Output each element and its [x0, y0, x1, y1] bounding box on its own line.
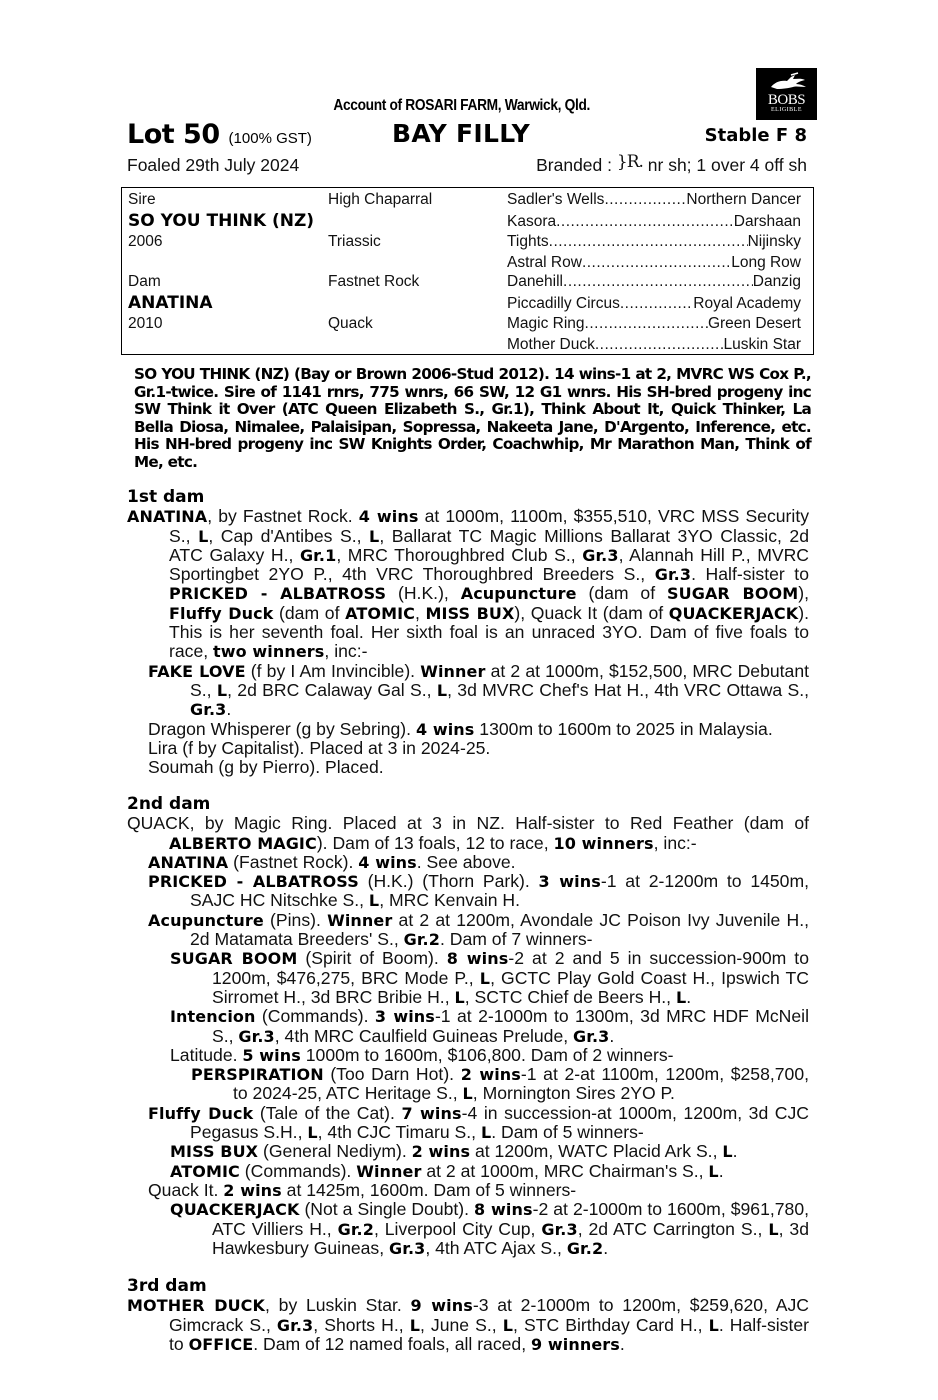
branded-detail: nr sh; 1 over 4 off sh [647, 155, 807, 175]
emphasis: L [708, 1315, 719, 1335]
leader-dots [582, 254, 731, 272]
emphasis: Gr.1 [299, 545, 337, 565]
pedigree-entry: ANATINA (Fastnet Rock). 4 wins. See above. [148, 851, 516, 872]
horse-name: MOTHER DUCK [127, 1296, 266, 1316]
foaled-date: Foaled 29th July 2024 [127, 155, 300, 175]
gg-sire: Nijinsky [747, 233, 801, 250]
emphasis: L [307, 1123, 318, 1143]
gg-horse: Tights [507, 233, 549, 250]
pedigree-entry: PRICKED - ALBATROSS (H.K.) (Thorn Park). 3 wins-1 at 2-1200m to 1450m, SAJC HC Nitschke S., L, MRC Kenvain H. [148, 871, 810, 911]
pedigree-entry: Intencion (Commands). 3 wins-1 at 2-1000m to 1300m, 3d MRC HDF McNeil S., Gr.3, 4th MRC Caulfield Guineas Prelude, Gr.3. [170, 1006, 809, 1046]
pedigree-entry: ANATINA, by Fastnet Rock. 4 wins at 1000m, 1100m, $355,510, VRC MSS Security S., L, Cap d'Antibes S., L, Ballarat TC Magic Millions Ballarat 3YO Classic, 2d ATC Galaxy H., Gr.1, MRC Thoroughbred Club S., Gr.3, Alannah Hill P., MVRC Sportingbet 2YO P., 4th VRC Thoroughbred Breeders S., Gr.3. Half-sister to PRICKED - ALBATROSS (H.K.), Acupuncture (dam of SUGAR BOOM), Fluffy Duck (dam of ATOMIC, MISS BUX), Quack It (dam of QUACKERJACK). This is her seventh foal. Her sixth foal is an unraced 3YO. Dam of five foals to race, two winners, inc:- [127, 506, 810, 662]
emphasis: L [708, 1161, 719, 1181]
dam-sire: Fastnet Rock [328, 273, 420, 290]
horse-name: Acupuncture [148, 910, 264, 930]
brand-mark-icon: }R. [616, 152, 643, 172]
brand-info [536, 152, 807, 176]
emphasis: MISS BUX [425, 603, 515, 623]
emphasis: Gr.3 [190, 700, 227, 720]
horse-name: PRICKED - ALBATROSS [148, 872, 359, 892]
emphasis: ALBERTO MAGIC [169, 833, 317, 853]
gg-horse: Kasora [507, 213, 557, 230]
emphasis: L [436, 680, 448, 700]
emphasis: L [479, 968, 491, 988]
pedigree-entry: MOTHER DUCK, by Luskin Star. 9 wins-3 at 2-1000m to 1200m, $259,620, AJC Gimcrack S., Gr.3, Shorts H., L, June S., L, STC Birthday Card H., L. Half-sister to OFFICE. Dam of 12 named foals, all raced, 9 winners. [127, 1295, 809, 1354]
gg-horse: Astral Row [507, 254, 582, 271]
horse-name: MISS BUX [170, 1142, 259, 1162]
pedigree-entry: FAKE LOVE (f by I Am Invincible). Winner at 2 at 1000m, $152,500, MRC Debutant S., L, 2d BRC Calaway Gal S., L, 3d MVRC Chef's Hat H., 4th VRC Ottawa S., Gr.3. [148, 660, 809, 720]
emphasis: PRICKED - ALBATROSS [169, 584, 387, 604]
vendor-account-text: Account of ROSARI FARM, Warwick, Qld. [333, 97, 590, 114]
emphasis: L [409, 1315, 420, 1335]
emphasis: ATOMIC [345, 603, 415, 623]
pedigree-entry: SUGAR BOOM (Spirit of Boom). 8 wins-2 at 2 and 5 in succession-900m to 1200m, $476,275, BRC Mode P., L, GCTC Play Gold Coast H., Ipswich TC Sirromet H., 3d BRC Bribie H., L, SCTC Chief de Beers H., L. [170, 948, 809, 1007]
gg-horse: Danehill [507, 273, 564, 290]
pedigree-table [121, 187, 814, 355]
horse-description: BAY FILLY [392, 119, 530, 148]
second-dam-section [127, 795, 809, 1258]
emphasis: 3 wins [538, 872, 601, 892]
third-dam-section [127, 1277, 809, 1354]
emphasis: SUGAR BOOM [667, 584, 799, 604]
emphasis: QUACKERJACK [668, 603, 799, 623]
vendor-account [169, 97, 754, 115]
dam-label: Dam [128, 273, 161, 290]
gg-sire: Danzig [752, 273, 801, 290]
emphasis: Gr.2 [337, 1219, 374, 1239]
sire-name: SO YOU THINK (NZ) [128, 211, 315, 231]
emphasis: 8 wins [446, 949, 509, 969]
leader-dots [563, 273, 753, 291]
pedigree-entry: Dragon Whisperer (g by Sebring). 4 wins 1300m to 1600m to 2025 in Malaysia. [148, 718, 773, 739]
emphasis: Winner [327, 910, 393, 930]
emphasis: L [216, 680, 228, 700]
emphasis: 10 winners [553, 833, 654, 853]
horse-name: QUACKERJACK [170, 1200, 300, 1220]
sire-summary: SO YOU THINK (NZ) (Bay or Brown 2006-Stud 2012). 14 wins-1 at 2, MVRC WS Cox P., Gr.1-twice. Sire of 1141 rnrs, 775 wnrs, 66 SW, 12 G1 wnrs. His SH-bred progeny inc SW Think it Over (ATC Queen Elizabeth S., Gr.1), Think About It, Quick Thinker, La Bella Diosa, Nimalee, Palaisipan, Sopressa, Nakeeta Jane, D'Argento, Inference, etc. His NH-bred progeny inc SW Knights Order, Coachwhip, Mr Marathon Man, Think of Me, etc. [134, 365, 811, 471]
dam-name: ANATINA [128, 293, 213, 313]
sire-year: 2006 [128, 233, 163, 250]
branded-label: Branded : [536, 155, 612, 175]
emphasis: L [502, 1315, 514, 1335]
emphasis: Gr.3 [389, 1238, 426, 1258]
emphasis: L [454, 987, 465, 1007]
lot-header [127, 119, 807, 151]
leader-dots [556, 213, 734, 231]
lot-label: Lot 50 [127, 119, 220, 150]
pedigree-entry: QUACK, by Magic Ring. Placed at 3 in NZ. Half-sister to Red Feather (dam of ALBERTO MAGIC). Dam of 13 foals, 12 to race, 10 winners, inc:- [127, 813, 809, 853]
dam-year: 2010 [128, 315, 163, 332]
horse-name: ANATINA [127, 507, 208, 527]
first-dam-entries [127, 507, 809, 777]
emphasis: Gr.3 [276, 1315, 314, 1335]
pedigree-entry: Acupuncture (Pins). Winner at 2 at 1200m, Avondale JC Poison Ivy Juvenile H., 2d Matamata Breeders' S., Gr.2. Dam of 7 winners- [148, 909, 810, 950]
horse-name: SUGAR BOOM [170, 949, 298, 969]
emphasis: 4 wins [358, 507, 419, 527]
emphasis: Gr.3 [582, 545, 619, 565]
emphasis: two winners [213, 642, 325, 662]
emphasis: Fluffy Duck [169, 603, 274, 623]
gst-note: (100% GST) [228, 130, 312, 147]
emphasis: Gr.3 [573, 1026, 610, 1046]
emphasis: L [768, 1219, 779, 1239]
bobs-eligible-logo [756, 68, 817, 120]
emphasis: L [722, 1142, 733, 1162]
logo-title: BOBS [767, 92, 806, 108]
third-dam-entries [127, 1296, 809, 1354]
emphasis: L [480, 1123, 492, 1143]
emphasis: L [675, 987, 687, 1007]
gg-horse: Sadler's Wells [507, 191, 605, 208]
emphasis: Acupuncture [460, 584, 577, 604]
leader-dots [620, 295, 693, 313]
great-grandparent-row [507, 336, 801, 354]
great-grandparent-row [507, 233, 801, 251]
horse-head-icon [765, 72, 809, 92]
emphasis: Winner [420, 661, 486, 681]
emphasis: 2 wins [460, 1065, 521, 1085]
horse-name: ANATINA [148, 852, 229, 872]
gg-sire: Long Row [731, 254, 801, 271]
pedigree-entry: Lira (f by Capitalist). Placed at 3 in 2024-25. [148, 737, 491, 758]
pedigree-entry: Fluffy Duck (Tale of the Cat). 7 wins-4 in succession-at 1000m, 1200m, 3d CJC Pegasus S.H., L, 4th CJC Timaru S., L. Dam of 5 winners- [148, 1102, 810, 1143]
dam-dam: Quack [328, 315, 373, 332]
emphasis: 9 wins [410, 1296, 473, 1316]
pedigree-entry: Latitude. 5 wins 1000m to 1600m, $106,800. Dam of 2 winners- [170, 1044, 674, 1065]
horse-name: PERSPIRATION [191, 1065, 324, 1085]
emphasis: L [368, 891, 380, 911]
great-grandparent-row [507, 273, 801, 291]
leader-dots [595, 336, 724, 354]
emphasis: 3 wins [374, 1007, 435, 1027]
leader-dots [549, 233, 748, 251]
gg-horse: Piccadilly Circus [507, 295, 620, 312]
great-grandparent-row [507, 213, 801, 231]
horse-name: Intencion [170, 1007, 256, 1027]
emphasis: 2 wins [411, 1142, 471, 1162]
great-grandparent-row [507, 254, 801, 272]
emphasis: L [369, 526, 380, 546]
horse-name: ATOMIC [170, 1161, 240, 1181]
second-dam-entries [127, 814, 809, 1258]
pedigree-entry: Quack It. 2 wins at 1425m, 1600m. Dam of 5 winners- [148, 1179, 577, 1200]
emphasis: 4 wins [358, 852, 417, 872]
emphasis: 7 wins [401, 1103, 462, 1123]
gg-sire: Darshaan [733, 213, 801, 230]
lot-number [127, 119, 312, 150]
gg-sire: Luskin Star [723, 336, 801, 353]
emphasis: Gr.3 [654, 565, 692, 585]
sire-label: Sire [128, 191, 156, 208]
emphasis: Gr.2 [566, 1238, 604, 1258]
gg-horse: Mother Duck [507, 336, 595, 353]
sire-dam: Triassic [328, 233, 381, 250]
first-dam-section [127, 488, 809, 777]
second-dam-heading: 2nd dam [127, 794, 211, 814]
gg-sire: Northern Dancer [686, 191, 801, 208]
emphasis: Gr.3 [238, 1026, 275, 1046]
leader-dots [585, 315, 708, 333]
emphasis: Gr.3 [541, 1219, 578, 1239]
emphasis: Winner [356, 1161, 422, 1181]
emphasis: L [198, 526, 209, 546]
stable-location: Stable F 8 [704, 125, 807, 146]
first-dam-heading: 1st dam [127, 487, 205, 507]
pedigree-entry: MISS BUX (General Nediym). 2 wins at 1200m, WATC Placid Ark S., L. [170, 1141, 738, 1162]
emphasis: Gr.2 [403, 930, 440, 950]
great-grandparent-row [507, 315, 801, 333]
pedigree-entry: Soumah (g by Pierro). Placed. [148, 757, 384, 778]
sire-sire: High Chaparral [328, 191, 433, 208]
gg-horse: Magic Ring [507, 315, 585, 332]
third-dam-heading: 3rd dam [127, 1276, 207, 1296]
pedigree-entry: QUACKERJACK (Not a Single Doubt). 8 wins-2 at 2-1000m to 1600m, $961,780, ATC Villiers H., Gr.2, Liverpool City Cup, Gr.3, 2d ATC Carrington S., L, 3d Hawkesbury Guineas, Gr.3, 4th ATC Ajax S., Gr.2. [170, 1199, 809, 1258]
emphasis: 2 wins [223, 1180, 282, 1200]
emphasis: 4 wins [415, 719, 475, 739]
emphasis: 9 winners [530, 1334, 620, 1354]
horse-name: Fluffy Duck [148, 1103, 254, 1123]
leader-dots [604, 191, 686, 209]
horse-name: FAKE LOVE [148, 661, 246, 681]
emphasis: 5 wins [242, 1045, 301, 1065]
pedigree-entry: PERSPIRATION (Too Darn Hot). 2 wins-1 at 2-at 1100m, 1200m, $258,700, to 2024-25, ATC Heritage S., L, Mornington Sires 2YO P. [191, 1064, 809, 1104]
gg-sire: Royal Academy [693, 295, 801, 312]
great-grandparent-row [507, 191, 801, 209]
emphasis: OFFICE [188, 1334, 254, 1354]
great-grandparent-row [507, 295, 801, 313]
emphasis: 8 wins [474, 1200, 533, 1220]
gg-sire: Green Desert [707, 315, 801, 332]
pedigree-entry: ATOMIC (Commands). Winner at 2 at 1000m, MRC Chairman's S., L. [170, 1160, 724, 1181]
emphasis: L [462, 1084, 473, 1104]
logo-subtitle: ELIGIBLE [771, 107, 802, 113]
